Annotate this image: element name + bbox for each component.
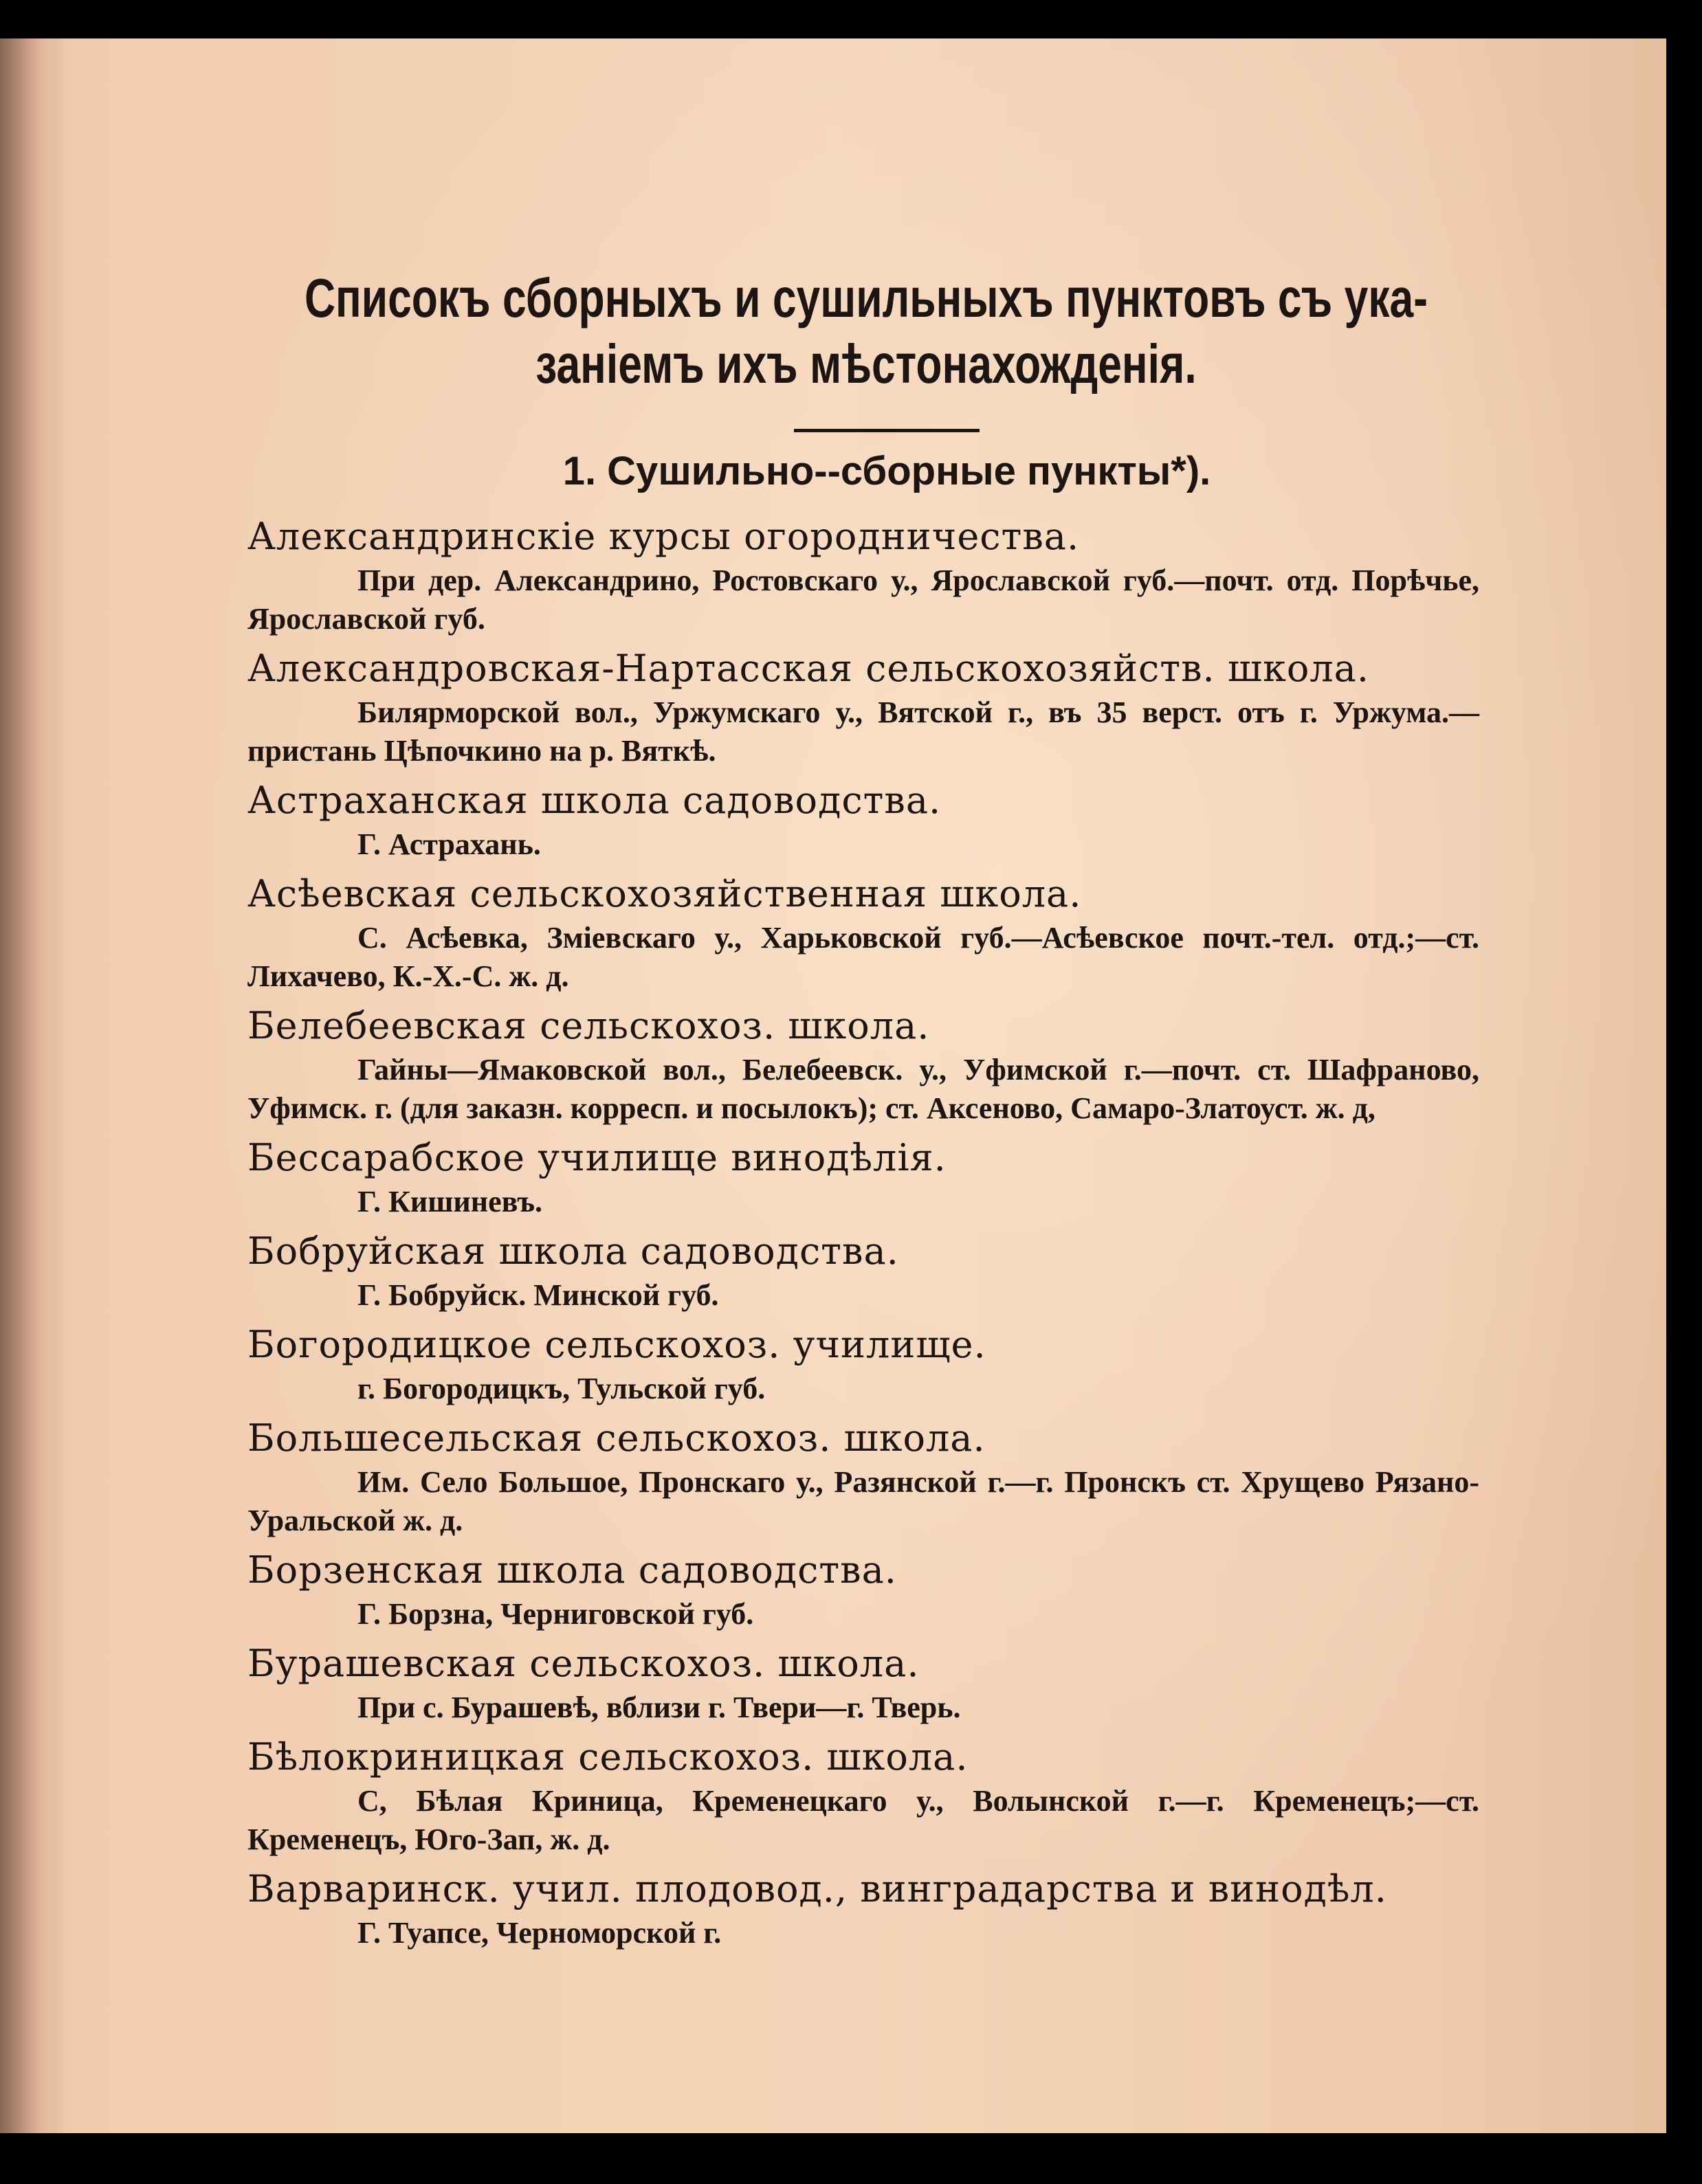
entry-location: Г. Кишиневъ. (357, 1185, 542, 1218)
entry-name: Белебеевская сельскохоз. школа. (247, 1004, 930, 1047)
entry-name: Борзенская школа садоводства. (247, 1548, 897, 1592)
entry-location: С, Бѣлая Криница, Кременецкаго у., Волынской г.—г. Кременецъ;—ст. Кременецъ, Юго-Зап, ж. д. (247, 1784, 1479, 1856)
entry-name: Бобруйская школа садоводства. (247, 1229, 899, 1273)
entry-location: г. Богородицкъ, Тульской губ. (357, 1372, 766, 1405)
entry-name: Александровская-Нартасская сельскохозяйств. школа. (247, 647, 1370, 690)
list-item (247, 1546, 1485, 1634)
entry-location: Гайны—Ямаковской вол., Белебеевск. у., Уфимской г.—почт. ст. Шафраново, Уфимск. г. (для заказн. корресп. и посылокъ); ст. Аксеново, Самаро-Златоуст. ж. д, (247, 1053, 1479, 1125)
page-content (247, 265, 1485, 1958)
entry-name: Бессарабское училище винодѣлія. (247, 1136, 947, 1179)
list-item (247, 1414, 1485, 1540)
list-item (247, 776, 1485, 864)
list-item (247, 1133, 1485, 1221)
list-item (247, 1227, 1485, 1315)
title-divider (794, 429, 980, 432)
page-title (292, 265, 1439, 397)
entry-name: Богородицкое сельскохоз. училище. (247, 1323, 986, 1366)
entry-location: Г. Борзна, Черниговской губ. (357, 1597, 754, 1631)
book-page (0, 38, 1666, 2133)
entry-location: Билярморской вол., Уржумскаго у., Вятской г., въ 35 верст. отъ г. Уржума.—пристань Цѣпочкино на р. Вяткѣ. (247, 695, 1479, 768)
entry-name: Александринскіе курсы огородничества. (247, 515, 1080, 558)
list-item (247, 1001, 1485, 1128)
list-item (247, 1639, 1485, 1727)
list-item (247, 512, 1485, 638)
list-item (247, 1732, 1485, 1859)
entry-location: Им. Село Большое, Пронскаго у., Разянской г.—г. Пронскъ ст. Хрущево Рязано-Уральской ж. д. (247, 1465, 1479, 1537)
entry-location: С. Асѣевка, Зміевскаго у., Харьковской губ.—Асѣевское почт.-тел. отд.;—ст. Лихачево, К.-Х.-С. ж. д. (247, 921, 1479, 993)
page-title-line-2: заніемъ ихъ мѣстонахожденія. (535, 333, 1197, 394)
entry-name: Астраханская школа садоводства. (247, 779, 942, 822)
list-item (247, 1864, 1485, 1952)
entry-location: При дер. Александрино, Ростовскаго у., Ярославской губ.—почт. отд. Порѣчье, Ярославской губ. (247, 564, 1479, 636)
entry-location: Г. Астрахань. (357, 827, 541, 861)
list-item (247, 1320, 1485, 1408)
entry-location: При с. Бурашевѣ, вблизи г. Твери—г. Тверь. (357, 1691, 961, 1724)
entry-name: Варваринск. учил. плодовод., винградарства и винодѣл. (247, 1867, 1387, 1910)
list-item (247, 644, 1485, 770)
entry-location: Г. Туапсе, Черноморской г. (357, 1916, 722, 1950)
section-heading: 1. Сушильно--сборные пункты*). (562, 449, 1211, 493)
page-title-line-1: Списокъ сборныхъ и сушильныхъ пунктовъ съ ука- (304, 267, 1428, 328)
entry-location: Г. Бобруйск. Минской губ. (357, 1278, 719, 1312)
entry-name: Бурашевская сельскохоз. школа. (247, 1642, 920, 1685)
list-item (247, 869, 1485, 996)
entry-name: Бѣлокриницкая сельскохоз. школа. (247, 1735, 969, 1779)
entry-list (247, 512, 1485, 1952)
entry-name: Асѣевская сельскохозяйственная школа. (247, 872, 1082, 915)
entry-name: Большесельская сельскохоз. школа. (247, 1416, 986, 1460)
